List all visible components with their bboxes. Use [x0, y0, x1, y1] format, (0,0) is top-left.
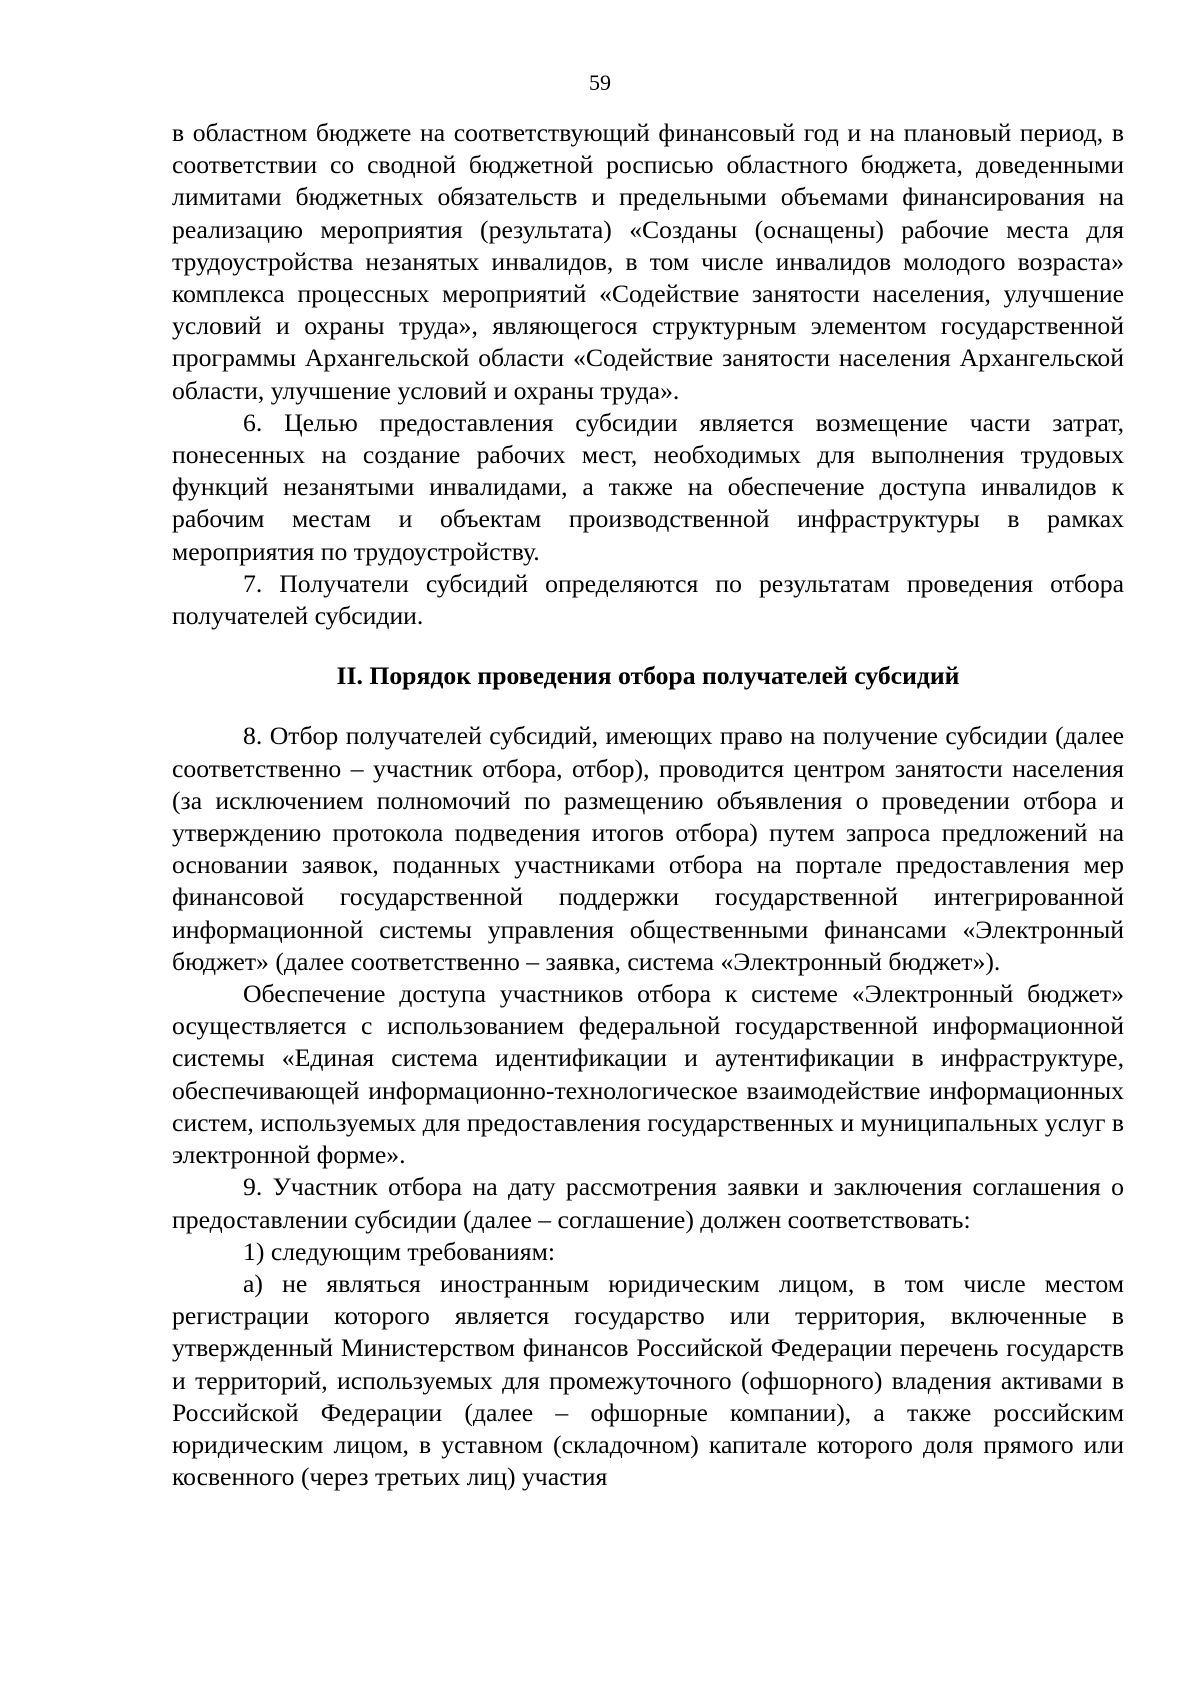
- page-number: 59: [589, 70, 611, 95]
- paragraph-subitem-a: а) не являться иностранным юридическим лицом, в том числе местом регистрации которого является государство или территория, включенные в утвержденный Министерством финансов Российской Федерации перечень государств и территорий, используемых для промежуточного (офшорного) владения активами в Российской Федерации (далее – офшорные компании), а также российским юридическим лицом, в уставном (складочном) капитале которого доля прямого или косвенного (через третьих лиц) участия: [172, 1268, 1124, 1492]
- section-heading: II. Порядок проведения отбора получателей субсидий: [336, 661, 960, 691]
- paragraph-continuation: в областном бюджете на соответствующий финансовый год и на плановый период, в соответствии со сводной бюджетной росписью областного бюджета, доведенными лимитами бюджетных обязательств и предельными объемами финансирования на реализацию мероприятия (результата) «Созданы (оснащены) рабочие места для трудоустройства незанятых инвалидов, в том числе инвалидов молодого возраста» комплекса процессных мероприятий «Содействие занятости населения, улучшение условий и охраны труда», являющегося структурным элементом государственной программы Архангельской области «Содействие занятости населения Архангельской области, улучшение условий и охраны труда».: [172, 118, 1124, 405]
- document-body: [172, 117, 1124, 1493]
- paragraph-electronic-budget-access: Обеспечение доступа участников отбора к системе «Электронный бюджет» осуществляется с использованием федеральной государственной информационной системы «Единая система идентификации и аутентификации в инфраструктуре, обеспечивающей информационно-технологическое взаимодействие информационных систем, используемых для предоставления государственных и муниципальных услуг в электронной форме».: [172, 979, 1124, 1170]
- paragraph-item-8: 8. Отбор получателей субсидий, имеющих право на получение субсидии (далее соответственно – участник отбора, отбор), проводится центром занятости населения (за исключением полномочий по размещению объявления о проведении отбора и утверждению протокола подведения итогов отбора) путем запроса предложений на основании заявок, поданных участниками отбора на портале предоставления мер финансовой государственной поддержки государственной интегрированной информационной системы управления общественными финансами «Электронный бюджет» (далее соответственно – заявка, система «Электронный бюджет»).: [172, 721, 1124, 976]
- paragraph-item-6: 6. Целью предоставления субсидии является возмещение части затрат, понесенных на создание рабочих мест, необходимых для выполнения трудовых функций незанятыми инвалидами, а также на обеспечение доступа инвалидов к рабочим местам и объектам производственной инфраструктуры в рамках мероприятия по трудоустройству.: [172, 407, 1124, 566]
- paragraph-item-9: 9. Участник отбора на дату рассмотрения заявки и заключения соглашения о предоставлении субсидии (далее – соглашение) должен соответствовать:: [172, 1172, 1124, 1234]
- paragraph-item-7: 7. Получатели субсидий определяются по результатам проведения отбора получателей субсидии.: [172, 568, 1124, 631]
- paragraph-subitem-1: 1) следующим требованиям:: [243, 1236, 556, 1266]
